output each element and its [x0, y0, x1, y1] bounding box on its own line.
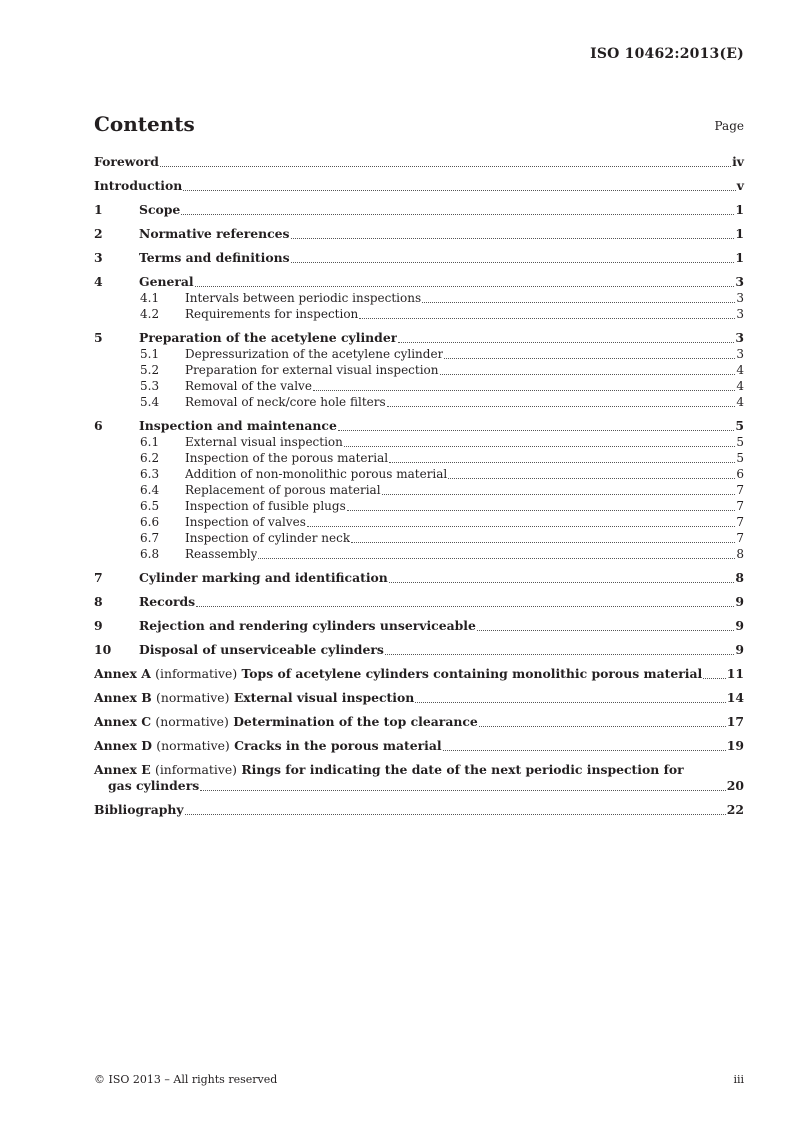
toc-title: Depressurization of the acetylene cylinder [185, 347, 444, 361]
toc-title: Foreword [94, 154, 159, 169]
toc-number: 2 [94, 226, 103, 241]
toc-leader [385, 654, 735, 655]
toc-page: 11 [726, 666, 744, 681]
toc-title: Reassembly [185, 547, 258, 561]
toc-number: 6.3 [140, 467, 160, 481]
toc-leader [448, 478, 735, 479]
toc-number: 5.1 [140, 347, 160, 361]
document-header-standard: ISO 10462:2013(E) [590, 46, 744, 62]
toc-entry-section-4-1[interactable] [94, 290, 744, 306]
toc-leader [200, 790, 726, 791]
toc-leader [181, 214, 734, 215]
annex-kind: (normative) [156, 738, 230, 753]
toc-entry-section-5-1[interactable] [94, 346, 744, 362]
toc-leader [387, 406, 736, 407]
toc-page: 4 [736, 379, 744, 393]
toc-page: 5 [736, 451, 744, 465]
toc-title: Terms and definitions [139, 250, 290, 265]
annex-title-continued: gas cylinders [108, 778, 200, 793]
toc-leader [291, 238, 735, 239]
toc-number: 6 [94, 418, 103, 433]
toc-page: 3 [736, 307, 744, 321]
toc-entry-section-6-5[interactable] [94, 498, 744, 514]
toc-entry-section-4-2[interactable] [94, 306, 744, 322]
toc-number: 5 [94, 330, 103, 345]
annex-title: Cracks in the porous material [234, 738, 442, 753]
toc-number: 4.1 [140, 291, 160, 305]
annex-kind: (informative) [155, 762, 237, 777]
toc-page: 7 [736, 515, 744, 529]
toc-entry-annex-d[interactable] [94, 738, 744, 754]
toc-title: Preparation for external visual inspection [185, 363, 439, 377]
toc-leader [389, 582, 735, 583]
toc-number: 3 [94, 250, 103, 265]
toc-title: Preparation of the acetylene cylinder [139, 330, 398, 345]
annex-label: Annex A [94, 666, 151, 681]
toc-page: 3 [735, 330, 744, 345]
toc-entry-introduction[interactable] [94, 178, 744, 194]
toc-page: 7 [736, 483, 744, 497]
toc-page: 17 [726, 714, 744, 729]
toc-entry-section-10[interactable] [94, 642, 744, 658]
toc-page: 6 [736, 467, 744, 481]
toc-page: 19 [726, 738, 744, 753]
toc-page: 7 [736, 499, 744, 513]
toc-leader [307, 526, 736, 527]
toc-leader [415, 702, 725, 703]
toc-entry-section-5-4[interactable] [94, 394, 744, 410]
toc-title: Bibliography [94, 802, 184, 817]
annex-title: Determination of the top clearance [233, 714, 478, 729]
toc-title [94, 714, 478, 730]
toc-number: 8 [94, 594, 103, 609]
toc-entry-section-6-6[interactable] [94, 514, 744, 530]
toc-number: 6.1 [140, 435, 160, 449]
toc-page: 5 [735, 418, 744, 433]
toc-entry-section-6-4[interactable] [94, 482, 744, 498]
toc-leader [398, 342, 734, 343]
toc-title: Inspection of the porous material [185, 451, 389, 465]
toc-entry-foreword[interactable] [94, 154, 744, 170]
toc-title: Inspection of fusible plugs [185, 499, 346, 513]
toc-entry-annex-b[interactable] [94, 690, 744, 706]
toc-leader [344, 446, 735, 447]
toc-leader [183, 190, 736, 191]
toc-leader [195, 286, 735, 287]
toc-entry-section-6-3[interactable] [94, 466, 744, 482]
annex-title: External visual inspection [233, 690, 415, 705]
toc-page: 3 [736, 347, 744, 361]
toc-entry-section-9[interactable] [94, 618, 744, 634]
toc-title-line-2 [94, 778, 744, 794]
toc-entry-annex-e[interactable] [94, 762, 744, 794]
toc-number: 6.7 [140, 531, 160, 545]
toc-leader [351, 542, 735, 543]
toc-number: 6.2 [140, 451, 160, 465]
annex-title: Rings for indicating the date of the next periodic inspection for [241, 762, 684, 777]
toc-page: 3 [736, 291, 744, 305]
toc-leader [703, 678, 726, 679]
toc-title: Inspection of valves [185, 515, 306, 529]
toc-entry-section-3[interactable] [94, 250, 744, 266]
toc-title: Intervals between periodic inspections [185, 291, 422, 305]
annex-title: Tops of acetylene cylinders containing monolithic porous material [241, 666, 703, 681]
toc-entry-section-6-2[interactable] [94, 450, 744, 466]
toc-page: 1 [735, 250, 744, 265]
toc-page: 9 [735, 618, 744, 633]
toc-number: 5.4 [140, 395, 160, 409]
toc-page: 14 [726, 690, 744, 705]
annex-label: Annex B [94, 690, 152, 705]
toc-entry-section-8[interactable] [94, 594, 744, 610]
toc-leader [291, 262, 735, 263]
toc-title: Cylinder marking and identification [139, 570, 388, 585]
toc-leader [160, 166, 731, 167]
toc-entry-section-6-8[interactable] [94, 546, 744, 562]
toc-page: 1 [735, 226, 744, 241]
annex-label: Annex E [94, 762, 151, 777]
toc-number: 10 [94, 642, 112, 657]
toc-number: 6.4 [140, 483, 160, 497]
table-of-contents [94, 154, 744, 818]
toc-entry-section-6-1[interactable] [94, 434, 744, 450]
toc-number: 9 [94, 618, 103, 633]
footer-page-number: iii [733, 1073, 744, 1086]
toc-title-line-1 [94, 762, 744, 778]
toc-entry-section-5[interactable] [94, 330, 744, 346]
toc-leader [185, 814, 726, 815]
toc-number: 5.3 [140, 379, 160, 393]
annex-label: Annex C [94, 714, 152, 729]
toc-leader [382, 494, 736, 495]
toc-leader [347, 510, 736, 511]
toc-number: 6.5 [140, 499, 160, 513]
toc-leader [258, 558, 735, 559]
toc-title: Records [139, 594, 196, 609]
toc-leader [479, 726, 726, 727]
toc-leader [313, 390, 735, 391]
toc-title [94, 666, 702, 682]
toc-page: 8 [736, 547, 744, 561]
toc-leader [422, 302, 735, 303]
toc-entry-section-1[interactable] [94, 202, 744, 218]
toc-page: 9 [735, 594, 744, 609]
annex-kind: (normative) [156, 690, 230, 705]
toc-page: 3 [735, 274, 744, 289]
toc-entry-section-6-7[interactable] [94, 530, 744, 546]
toc-entry-bibliography[interactable] [94, 802, 744, 818]
toc-title: Disposal of unserviceable cylinders [139, 642, 384, 657]
toc-number: 4 [94, 274, 103, 289]
toc-title: Normative references [139, 226, 290, 241]
toc-page: 22 [726, 802, 744, 817]
toc-leader [338, 430, 735, 431]
toc-page: 1 [735, 202, 744, 217]
toc-entry-section-2[interactable] [94, 226, 744, 242]
toc-leader [444, 358, 735, 359]
toc-leader [440, 374, 736, 375]
toc-number: 6.6 [140, 515, 160, 529]
toc-number: 1 [94, 202, 103, 217]
toc-page: 5 [736, 435, 744, 449]
toc-page: 20 [726, 778, 744, 793]
toc-page: iv [732, 154, 744, 169]
toc-title [94, 690, 414, 706]
toc-entry-section-6[interactable] [94, 418, 744, 434]
footer-copyright: © ISO 2013 – All rights reserved [94, 1073, 278, 1086]
toc-number: 7 [94, 570, 103, 585]
toc-entry-section-7[interactable] [94, 570, 744, 586]
toc-leader [359, 318, 735, 319]
toc-page: 7 [736, 531, 744, 545]
toc-entry-section-4[interactable] [94, 274, 744, 290]
toc-page: v [736, 178, 744, 193]
toc-title: Introduction [94, 178, 183, 193]
toc-title: Replacement of porous material [185, 483, 381, 497]
toc-title: External visual inspection [185, 435, 343, 449]
annex-kind: (normative) [155, 714, 229, 729]
toc-title: Inspection of cylinder neck [185, 531, 351, 545]
toc-number: 6.8 [140, 547, 160, 561]
toc-title [94, 738, 442, 754]
toc-number: 4.2 [140, 307, 160, 321]
toc-title: Addition of non-monolithic porous material [185, 467, 448, 481]
annex-label: Annex D [94, 738, 152, 753]
toc-entry-section-5-2[interactable] [94, 362, 744, 378]
toc-title: General [139, 274, 194, 289]
toc-title: Removal of the valve [185, 379, 312, 393]
contents-title: Contents [94, 112, 195, 136]
toc-page: 4 [736, 395, 744, 409]
toc-title: Requirements for inspection [185, 307, 359, 321]
toc-leader [443, 750, 726, 751]
toc-title: Rejection and rendering cylinders unserviceable [139, 618, 476, 633]
page-column-label: Page [714, 119, 744, 133]
toc-entry-annex-c[interactable] [94, 714, 744, 730]
toc-title: Removal of neck/core hole filters [185, 395, 386, 409]
toc-page: 8 [735, 570, 744, 585]
toc-leader [389, 462, 735, 463]
toc-entry-section-5-3[interactable] [94, 378, 744, 394]
toc-title: Scope [139, 202, 181, 217]
annex-kind: (informative) [155, 666, 238, 681]
toc-entry-annex-a[interactable] [94, 666, 744, 682]
toc-page: 4 [736, 363, 744, 377]
toc-title: Inspection and maintenance [139, 418, 337, 433]
toc-leader [477, 630, 735, 631]
toc-number: 5.2 [140, 363, 160, 377]
toc-leader [196, 606, 734, 607]
toc-page: 9 [735, 642, 744, 657]
